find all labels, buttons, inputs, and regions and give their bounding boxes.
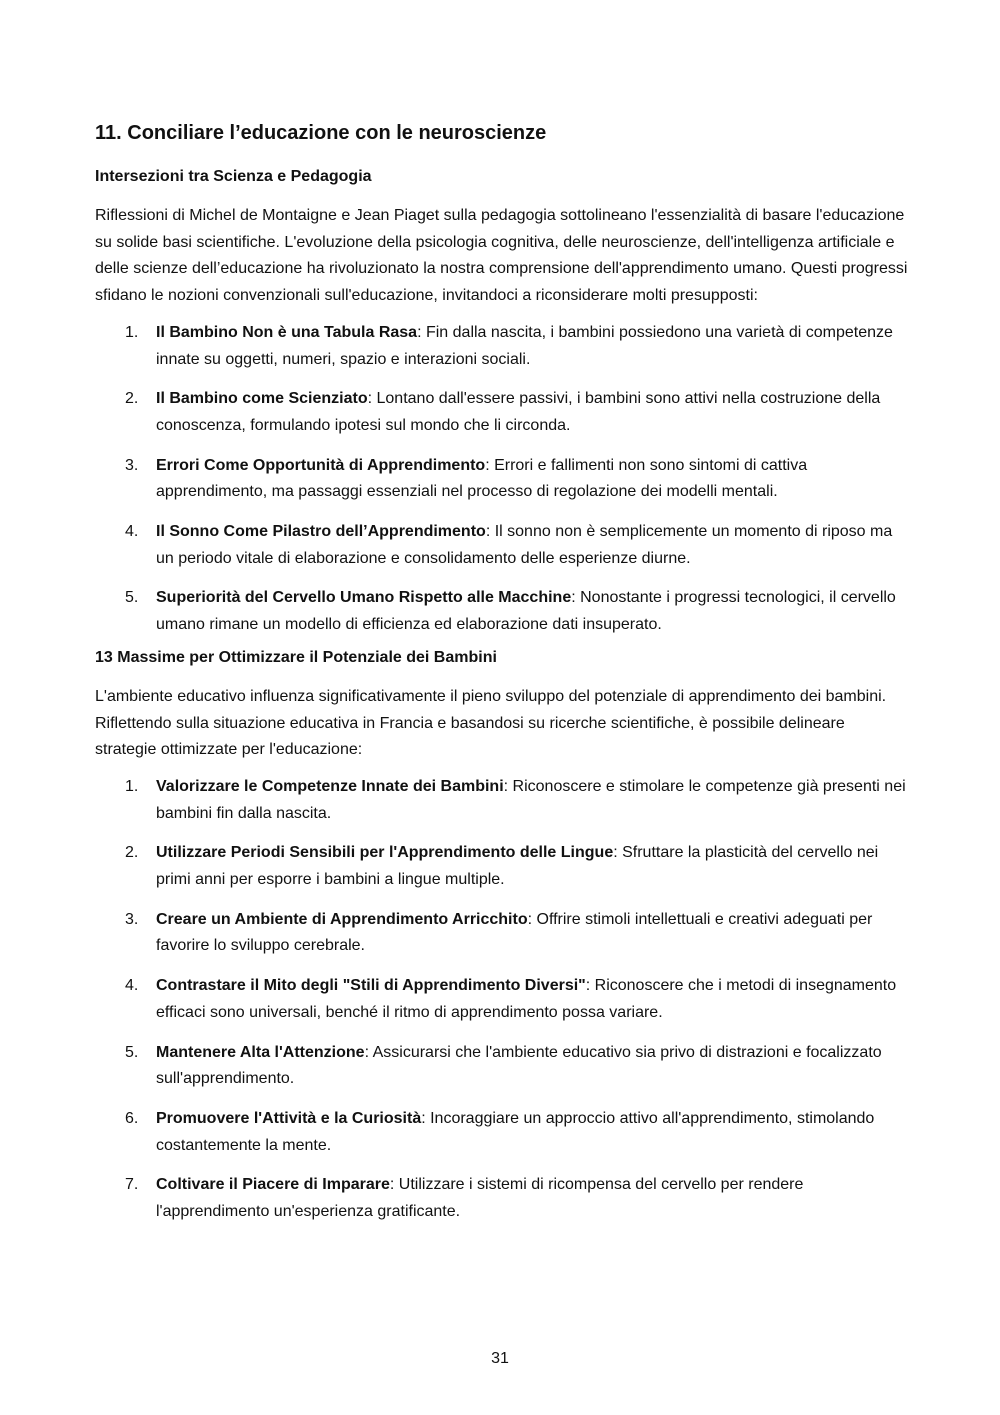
list-item-term: Coltivare il Piacere di Imparare <box>156 1176 390 1194</box>
list-item-number: 3. <box>125 910 139 928</box>
list-item-number: 1. <box>125 323 139 341</box>
section-title-intersezioni: Intersezioni tra Scienza e Pedagogia <box>95 168 372 185</box>
list-item <box>95 1106 910 1159</box>
list-item <box>95 907 910 960</box>
list-item-text: : Nonostante i progressi tecnologici, il cervello umano rimane un modello di efficienza ed elaborazione dati insuperato. <box>156 589 896 634</box>
list-item <box>95 840 910 893</box>
section-intro-paragraph: L'ambiente educativo influenza significativamente il pieno sviluppo del potenziale di apprendimento dei bambini. Riflettendo sulla situazione educativa in Francia e basandosi su ricerche scientifiche, è possibile delineare strategie ottimizzate per l'educazione: <box>95 687 887 759</box>
list-item-text: : Lontano dall'essere passivi, i bambini sono attivi nella costruzione della conoscenza, formulando ipotesi sul mondo che li circonda. <box>156 390 881 434</box>
list-item <box>95 774 910 827</box>
list-item <box>95 973 910 1026</box>
chapter-title: 11. Conciliare l’educazione con le neuroscienze <box>95 122 547 144</box>
list-item-term: Promuovere l'Attività e la Curiosità <box>156 1109 422 1127</box>
list-item <box>95 320 910 373</box>
list-item-text: : Incoraggiare un approccio attivo all'apprendimento, stimolando costantemente la mente. <box>156 1109 875 1154</box>
list-item-text: : Riconoscere che i metodi di insegnamento efficaci sono universali, benché il ritmo di apprendimento possa variare. <box>156 977 897 1021</box>
list-item-number: 4. <box>125 523 139 541</box>
list-item-text: : Sfruttare la plasticità del cervello nei primi anni per esporre i bambini a lingue multiple. <box>156 844 879 889</box>
list-item-number: 5. <box>125 589 139 607</box>
list-item-text: : Errori e fallimenti non sono sintomi di cattiva apprendimento, ma passaggi essenziali nel processo di regolazione dei modelli mentali. <box>156 456 808 501</box>
list-item-term: Il Sonno Come Pilastro dell’Apprendimento <box>156 523 486 541</box>
list-item-number: 3. <box>125 456 139 474</box>
list-item-number: 6. <box>125 1109 139 1127</box>
list-item-text: : Assicurarsi che l'ambiente educativo sia privo di distrazioni e focalizzato sull'apprendimento. <box>156 1043 882 1088</box>
list-item <box>95 585 910 638</box>
list-item-number: 7. <box>125 1176 139 1194</box>
list-item-text: : Riconoscere e stimolare le competenze già presenti nei bambini fin dalla nascita. <box>156 777 906 822</box>
list-item <box>95 386 910 439</box>
list-item-term: Creare un Ambiente di Apprendimento Arricchito <box>156 910 528 928</box>
list-item-term: Mantenere Alta l'Attenzione <box>156 1043 365 1061</box>
list-item <box>95 1040 910 1093</box>
list-item-term: Errori Come Opportunità di Apprendimento <box>156 456 486 474</box>
list-item-term: Il Bambino Non è una Tabula Rasa <box>156 323 418 341</box>
presupposti-list <box>95 320 910 639</box>
section-title-massime: 13 Massime per Ottimizzare il Potenziale dei Bambini <box>95 648 497 666</box>
list-item-term: Valorizzare le Competenze Innate dei Bambini <box>156 777 504 795</box>
list-item-text: : Utilizzare i sistemi di ricompensa del cervello per rendere l'apprendimento un'esperienza gratificante. <box>156 1176 804 1221</box>
list-item-term: Utilizzare Periodi Sensibili per l'Apprendimento delle Lingue <box>156 844 614 862</box>
list-item-number: 2. <box>125 844 139 862</box>
massime-list <box>95 774 910 1226</box>
section-intro-paragraph: Riflessioni di Michel de Montaigne e Jean Piaget sulla pedagogia sottolineano l'essenzialità di basare l'educazione su solide basi scientifiche. L'evoluzione della psicologia cognitiva, delle neuroscienze, dell'intelligenza artificiale e delle scienze dell’educazione ha rivoluzionato la nostra comprensione dell'apprendimento umano. Questi progressi sfidano le nozioni convenzionali sull'educazione, invitandoci a riconsiderare molti presupposti: <box>95 207 908 305</box>
list-item-term: Contrastare il Mito degli "Stili di Apprendimento Diversi" <box>156 977 586 995</box>
list-item-number: 1. <box>125 777 139 795</box>
list-item <box>95 1172 910 1225</box>
document-page <box>95 118 910 1239</box>
list-item-text: : Offrire stimoli intellettuali e creativi adeguati per favorire lo sviluppo cerebrale. <box>156 910 873 955</box>
list-item-number: 4. <box>125 977 139 995</box>
list-item <box>95 519 910 572</box>
list-item-number: 2. <box>125 390 139 408</box>
list-item-term: Il Bambino come Scienziato <box>156 390 368 408</box>
list-item-number: 5. <box>125 1043 139 1061</box>
list-item-text: : Il sonno non è semplicemente un momento di riposo ma un periodo vitale di elaborazione e consolidamento delle esperienze diurne. <box>156 523 893 567</box>
list-item <box>95 453 910 506</box>
page-number: 31 <box>491 1350 509 1367</box>
list-item-text: : Fin dalla nascita, i bambini possiedono una varietà di competenze innate su oggetti, numeri, spazio e interazioni sociali. <box>156 323 893 368</box>
list-item-term: Superiorità del Cervello Umano Rispetto alle Macchine <box>156 589 572 607</box>
